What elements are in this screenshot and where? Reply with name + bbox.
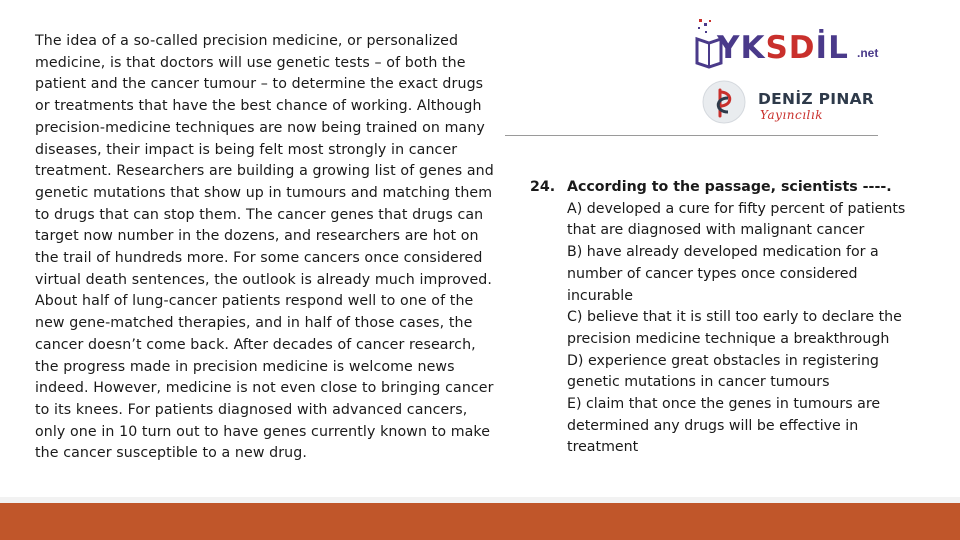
option-a[interactable]: A) developed a cure for fifty percent of patients that are diagnosed with malignant cancer (567, 200, 906, 239)
publisher-name: DENİZ PINAR (758, 90, 875, 108)
question-stem: According to the passage, scientists ----. (567, 179, 892, 195)
yksdil-logo-suffix: .net (857, 46, 879, 60)
deniz-pinar-logo (700, 78, 875, 128)
question-number: 24. (530, 179, 556, 195)
reading-passage: The idea of a so-called precision medicine, or personalized medicine, is that doctors will use genetic tests – of both the patient and the cancer tumour – to determine the exact drugs or treatments that have the best chance of working. Although precision-medicine techniques are now being trained on many diseases, their impact is being felt most strongly in cancer treatment. Researchers are building a growing list of genes and genetic mutations that show up in tumours and matching them to drugs that can stop them. The cancer genes that drugs can target now number in the dozens, and researchers are hot on the trail of hundreds more. For some cancers once considered virtual death sentences, the outlook is already much improved. About half of lung-cancer patients respond well to one of the new gene-matched therapies, and in half of those cases, the cancer doesn’t come back. After decades of cancer research, the progress made in precision medicine is welcome news indeed. However, medicine is not even close to bringing cancer to its knees. For patients diagnosed with advanced cancers, only one in 10 turn out to have genes currently known to make the cancer susceptible to a new drug. (35, 33, 494, 462)
option-b[interactable]: B) have already developed medication for a number of cancer types once considered incurable (567, 244, 879, 304)
question-block (530, 177, 925, 459)
yksdil-logo (695, 17, 890, 69)
option-e[interactable]: E) claim that once the genes in tumours are determined any drugs will be effective in treatment (567, 396, 881, 456)
yksdil-logo-text: YKSDİL (717, 30, 849, 66)
header-divider (505, 135, 878, 136)
publisher-subtitle: Yayıncılık (760, 108, 823, 122)
footer-accent-bar (0, 503, 960, 540)
publisher-emblem-icon (700, 78, 748, 126)
option-d[interactable]: D) experience great obstacles in registering genetic mutations in cancer tumours (567, 352, 879, 391)
option-c[interactable]: C) believe that it is still too early to declare the precision medicine technique a breakthrough (567, 309, 902, 347)
